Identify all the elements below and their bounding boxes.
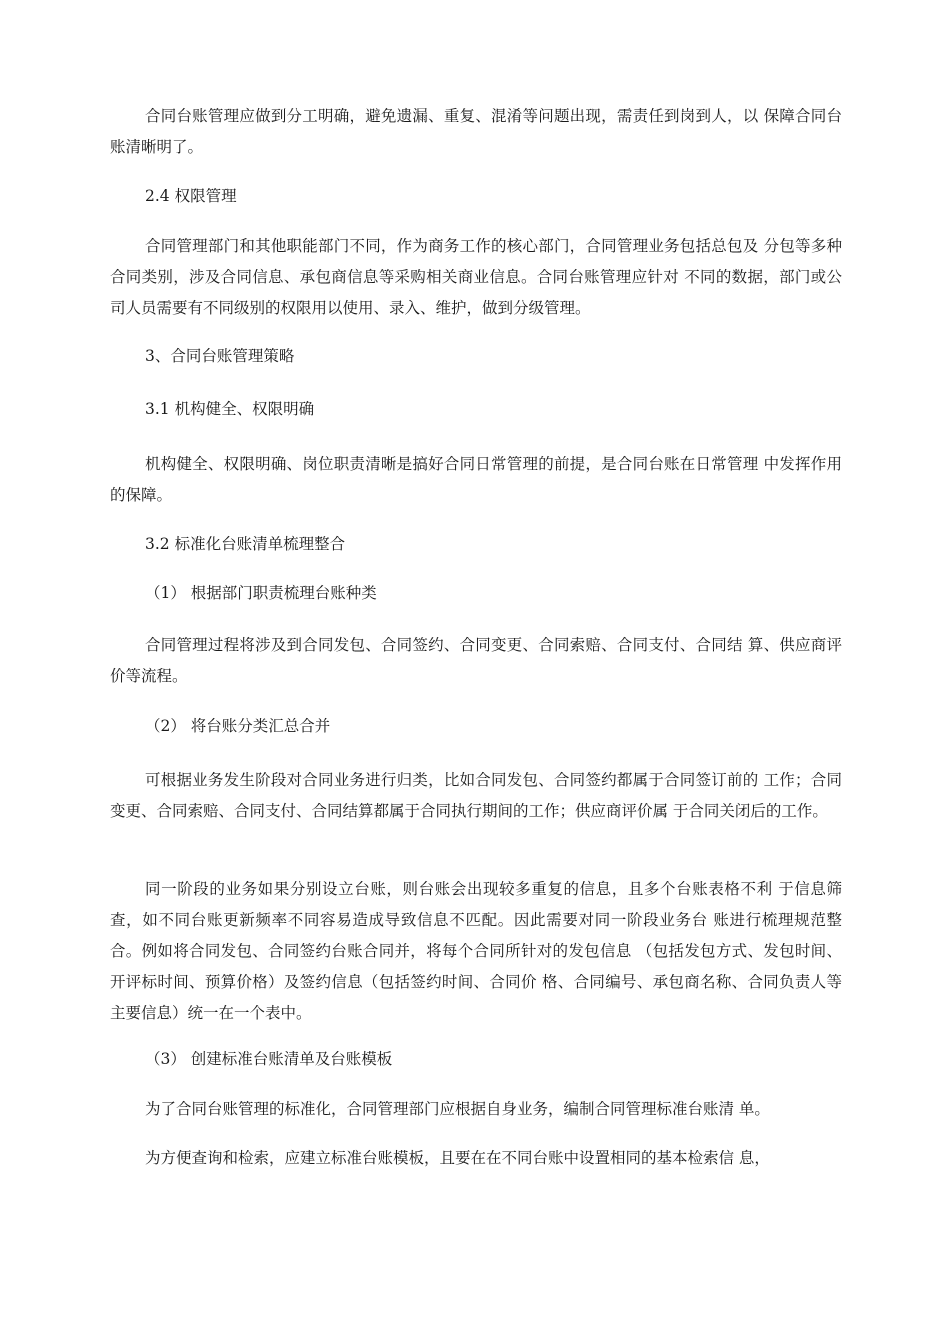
paragraph-template: 为方便查询和检索，应建立标准台账模板，且要在在不同台账中设置相同的基本检索信 息， xyxy=(145,1149,770,1167)
heading-3-2-standardized-ledger: 3.2 标准化台账清单梳理整合 xyxy=(145,535,346,553)
paragraph-standard-list: 为了合同台账管理的标准化，合同管理部门应根据自身业务，编制合同管理标准台账清 单。 xyxy=(145,1100,770,1118)
paragraph-division-of-labor: 合同台账管理应做到分工明确，避免遗漏、重复、混淆等问题出现，需责任到岗到人，以 保障合同台账清晰明了。 xyxy=(110,107,842,156)
paragraph-classification: 可根据业务发生阶段对合同业务进行归类，比如合同发包、合同签约都属于合同签订前的 工作；合同变更、合同索赔、合同支付、合同结算都属于合同执行期间的工作；供应商评价属 于合同关闭后的工作。 xyxy=(110,771,842,820)
subheading-1-ledger-types: （1） 根据部门职责梳理台账种类 xyxy=(145,584,377,602)
heading-3-ledger-strategy: 3、合同台账管理策略 xyxy=(145,347,295,365)
subheading-3-ledger-template: （3） 创建标准台账清单及台账模板 xyxy=(145,1050,393,1068)
paragraph-contract-process: 合同管理过程将涉及到合同发包、合同签约、合同变更、合同索赔、合同支付、合同结 算、供应商评价等流程。 xyxy=(110,636,842,685)
paragraph-integration: 同一阶段的业务如果分别设立台账，则台账会出现较多重复的信息，且多个台账表格不利 于信息筛查，如不同台账更新频率不同容易造成导致信息不匹配。因此需要对同一阶段业务台 账进行梳理规范整合。例如将合同发包、合同签约台账合同并，将每个合同所针对的发包信息 （包括发包方式、发包时间、开评标时间、预算价格）及签约信息（包括签约时间、合同价 格、合同编号、承包商名称、合同负责人等主要信息）统一在一个表中。 xyxy=(110,880,842,1022)
paragraph-permission-management: 合同管理部门和其他职能部门不同，作为商务工作的核心部门，合同管理业务包括总包及 分包等多种合同类别，涉及合同信息、承包商信息等采购相关商业信息。合同台账管理应针对 不同的数据，部门或公司人员需要有不同级别的权限用以使用、录入、维护，做到分级管理。 xyxy=(110,237,842,317)
heading-3-1-organization: 3.1 机构健全、权限明确 xyxy=(145,400,315,418)
paragraph-organization: 机构健全、权限明确、岗位职责清晰是搞好合同日常管理的前提，是合同台账在日常管理 中发挥作用的保障。 xyxy=(110,455,842,504)
heading-2-4-permission-management: 2.4 权限管理 xyxy=(145,187,237,205)
subheading-2-merge-ledgers: （2） 将台账分类汇总合并 xyxy=(145,717,331,735)
